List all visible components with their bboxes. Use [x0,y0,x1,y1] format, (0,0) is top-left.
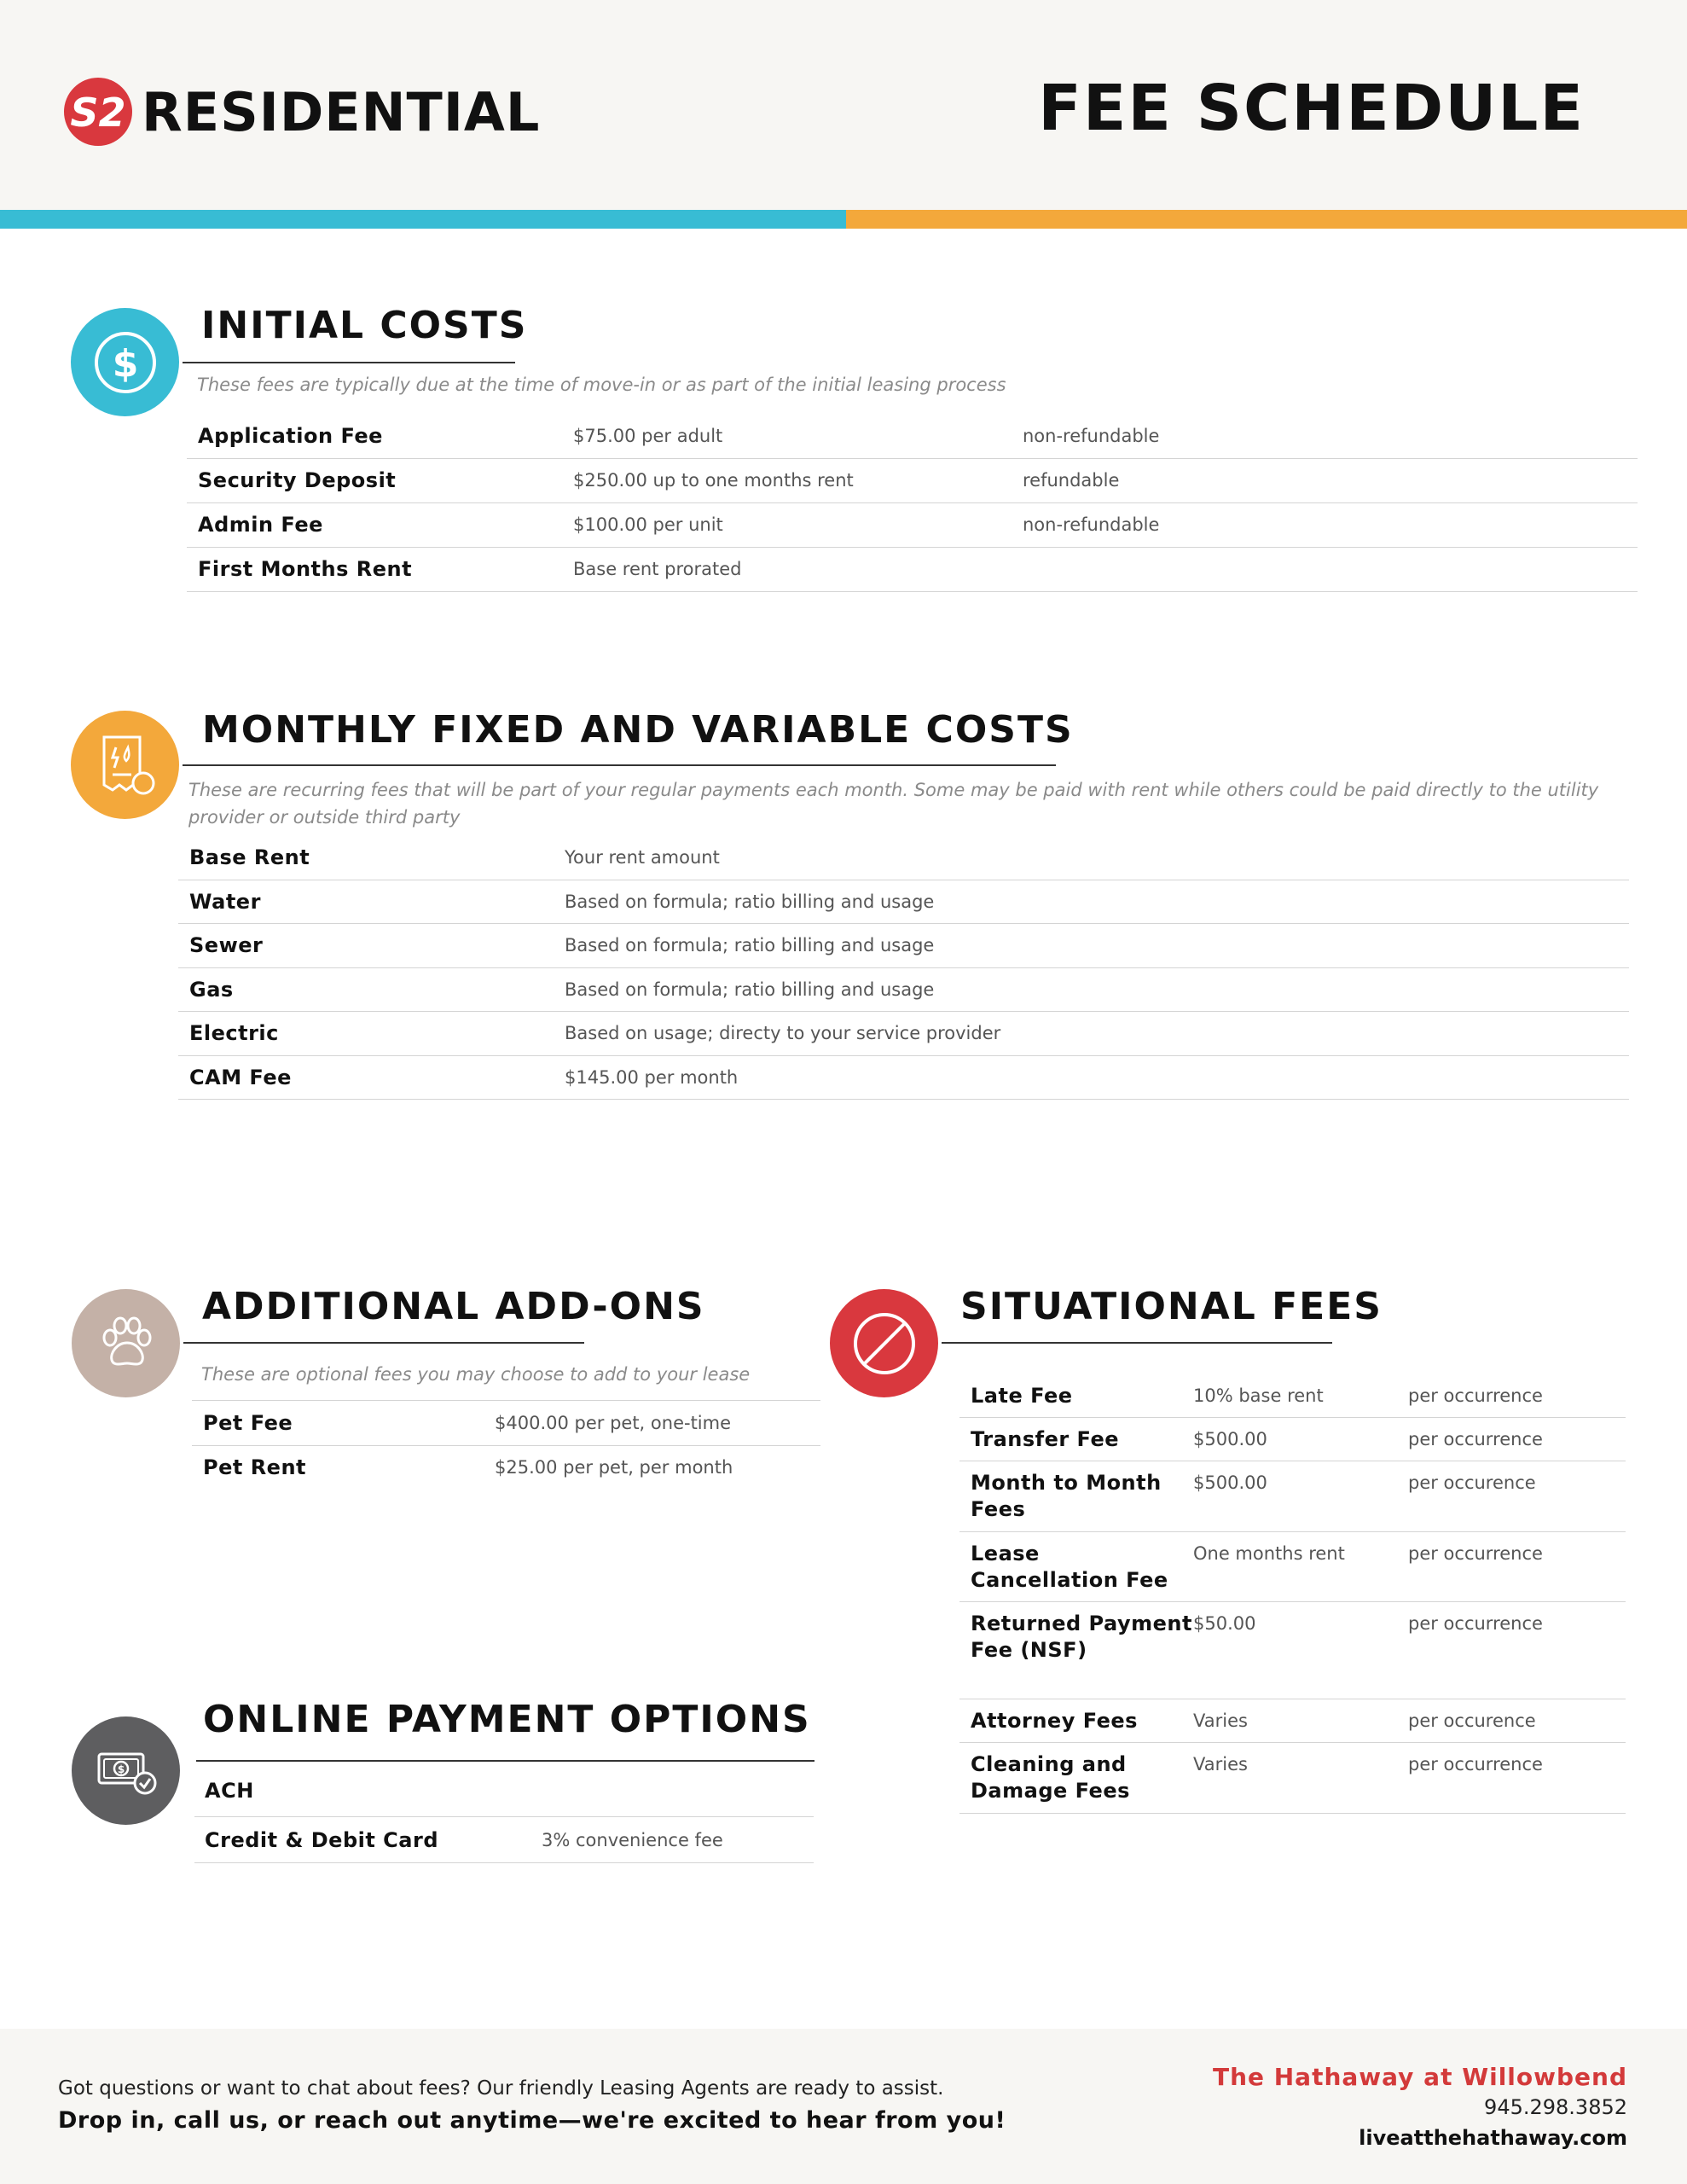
section-rule [183,764,1056,766]
table-row: Pet Rent $25.00 per pet, per month [203,1455,733,1479]
table-row: Security Deposit $250.00 up to one months rent refundable [187,459,1638,503]
table-row: Late Fee 10% base rent per occurrence [959,1374,1626,1418]
svg-text:$: $ [112,341,138,386]
s2-logo-mark-icon [61,75,135,148]
table-row: Returned Payment Fee (NSF) $50.00 per occurrence [959,1602,1626,1699]
table-row: Pet Fee $400.00 per pet, one-time [192,1402,820,1446]
initial-costs-table [187,415,1638,592]
table-row: Attorney Fees Varies per occurence [959,1699,1626,1743]
dollar-coin-icon [71,308,179,416]
header-stripe-blue [0,210,846,229]
table-row: Lease Cancellation Fee One months rent per occurrence [959,1532,1626,1602]
prohibited-icon [830,1289,938,1397]
monthly-costs-description: These are recurring fees that will be part of your regular payments each month. Some may be paid with rent while others could be paid directly to the utility provider or outside third party [188,780,1599,828]
table-row: Base Rent Your rent amount [178,836,1629,880]
table-row: Cleaning and Damage Fees Varies per occurrence [959,1743,1626,1814]
utility-bill-icon [71,711,179,819]
company-logo [61,75,540,148]
additional-add-ons-table [192,1402,820,1490]
initial-costs-description: These fees are typically due at the time of move-in or as part of the initial leasing process [197,375,1006,395]
online-payment-icon [72,1716,180,1825]
additional-add-ons-title: ADDITIONAL ADD-ONS [202,1285,705,1328]
svg-text:$: $ [117,1763,125,1775]
table-row: ACH [194,1769,814,1817]
document-title: FEE SCHEDULE [1038,72,1585,145]
situational-fees-table [959,1374,1626,1814]
monthly-costs-table [178,836,1629,1100]
table-row: Credit & Debit Card 3% convenience fee [194,1817,814,1863]
online-payment-title: ONLINE PAYMENT OPTIONS [203,1698,811,1741]
table-row: Gas Based on formula; ratio billing and usage [178,968,1629,1013]
table-row: Water Based on formula; ratio billing and usage [178,880,1629,925]
table-row: First Months Rent Base rent prorated [187,548,1638,592]
footer-message-line1: Got questions or want to chat about fees? Our friendly Leasing Agents are ready to assist. [58,2077,944,2100]
table-top-rule [192,1400,820,1401]
table-row: Admin Fee $100.00 per unit non-refundable [187,503,1638,548]
page-footer [0,2029,1687,2184]
property-name: The Hathaway at Willowbend [1212,2063,1627,2091]
section-rule [183,1342,584,1344]
logo-text: RESIDENTIAL [142,80,541,143]
monthly-costs-title: MONTHLY FIXED AND VARIABLE COSTS [202,708,1074,752]
table-row: CAM Fee $145.00 per month [178,1056,1629,1101]
property-website-link[interactable]: liveatthehathaway.com [1359,2126,1627,2150]
svg-text:S2: S2 [70,90,126,136]
table-row: Sewer Based on formula; ratio billing and usage [178,924,1629,968]
initial-costs-title: INITIAL COSTS [201,304,528,347]
section-rule [183,362,515,363]
paw-icon [72,1289,180,1397]
table-row: Application Fee $75.00 per adult non-refundable [187,415,1638,459]
header-stripe-orange [846,210,1687,229]
situational-fees-title: SITUATIONAL FEES [960,1285,1383,1328]
footer-message-line2: Drop in, call us, or reach out anytime—we're excited to hear from you! [58,2107,1006,2134]
additional-add-ons-description: These are optional fees you may choose to add to your lease [201,1364,751,1385]
table-row: Month to Month Fees $500.00 per occurence [959,1461,1626,1532]
online-payment-table [194,1769,814,1863]
property-phone[interactable]: 945.298.3852 [1484,2095,1627,2119]
table-row: Transfer Fee $500.00 per occurrence [959,1418,1626,1461]
table-row: Electric Based on usage; directy to your service provider [178,1012,1629,1056]
section-rule [196,1760,815,1762]
section-rule [942,1342,1332,1344]
